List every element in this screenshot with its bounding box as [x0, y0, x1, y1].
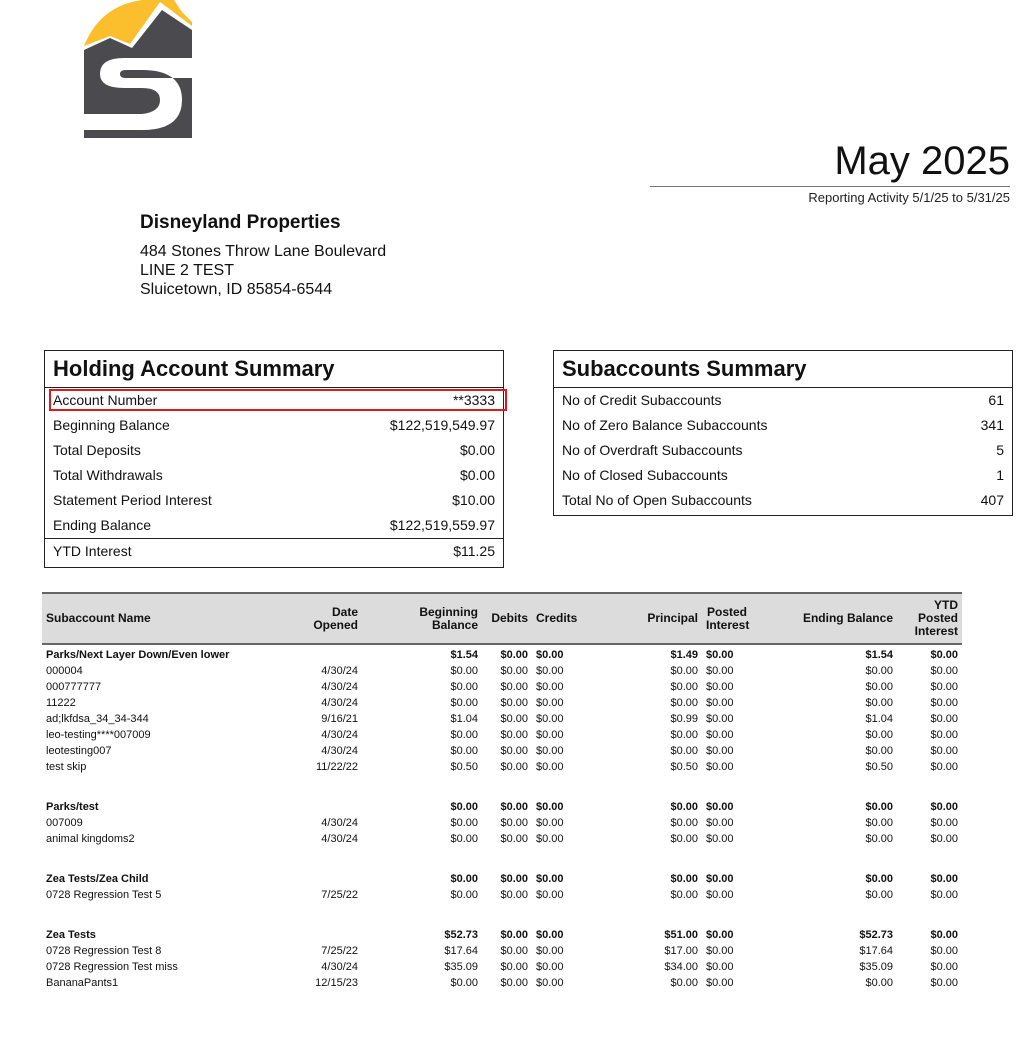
cell-credits: $0.00	[536, 977, 564, 989]
row-value: $122,519,549.97	[389, 417, 495, 433]
row-value: $0.00	[459, 442, 495, 458]
group-total-row	[42, 869, 962, 887]
cell-principal: $17.00	[664, 945, 698, 957]
cell-debits: $0.00	[500, 929, 528, 941]
cell-debits: $0.00	[500, 833, 528, 845]
cell-posted-interest: $0.00	[706, 745, 734, 757]
cell-date-opened: 4/30/24	[321, 665, 358, 677]
cell-credits: $0.00	[536, 889, 564, 901]
cell-credits: $0.00	[536, 761, 564, 773]
group-spacer	[42, 903, 962, 925]
statement-interest-row	[45, 488, 503, 513]
cell-ending-balance: $0.00	[865, 681, 893, 693]
table-row	[42, 815, 962, 831]
cell-principal: $0.00	[670, 817, 698, 829]
subaccounts-summary-title: Subaccounts Summary	[554, 351, 1012, 388]
cell-debits: $0.00	[500, 665, 528, 677]
cell-credits: $0.00	[536, 697, 564, 709]
cell-posted-interest: $0.00	[706, 729, 734, 741]
cell-name: leo-testing****007009	[46, 729, 151, 741]
row-label: Beginning Balance	[53, 417, 170, 433]
cell-ytd-posted-interest: $0.00	[930, 873, 958, 885]
cell-ending-balance: $0.00	[865, 729, 893, 741]
col-principal: Principal	[647, 611, 698, 625]
total-withdrawals-row	[45, 463, 503, 488]
cell-credits: $0.00	[536, 681, 564, 693]
cell-debits: $0.00	[500, 873, 528, 885]
cell-ending-balance: $0.00	[865, 889, 893, 901]
cell-name: 11222	[46, 697, 76, 709]
cell-principal: $0.00	[670, 833, 698, 845]
table-row	[42, 887, 962, 903]
row-value: 407	[980, 492, 1004, 508]
group-spacer	[42, 775, 962, 797]
cell-beginning-balance: $0.50	[450, 761, 478, 773]
subaccount-activity-table	[42, 592, 962, 991]
cell-name: 007009	[46, 817, 83, 829]
cell-beginning-balance: $0.00	[450, 873, 478, 885]
cell-ending-balance: $35.09	[859, 961, 893, 973]
cell-ytd-posted-interest: $0.00	[930, 817, 958, 829]
subaccounts-summary	[553, 350, 1013, 516]
cell-ytd-posted-interest: $0.00	[930, 889, 958, 901]
cell-ytd-posted-interest: $0.00	[930, 761, 958, 773]
cell-beginning-balance: $17.64	[444, 945, 478, 957]
header-divider	[650, 186, 1010, 187]
beginning-balance-row	[45, 413, 503, 438]
cell-credits: $0.00	[536, 833, 564, 845]
table-header-row	[42, 593, 962, 644]
account-number-row	[45, 388, 503, 413]
row-value: $0.00	[459, 467, 495, 483]
cell-debits: $0.00	[500, 713, 528, 725]
cell-credits: $0.00	[536, 713, 564, 725]
cell-credits: $0.00	[536, 929, 564, 941]
cell-ending-balance: $52.73	[859, 929, 893, 941]
cell-principal: $1.49	[670, 649, 698, 661]
cell-beginning-balance: $0.00	[450, 697, 478, 709]
cell-beginning-balance: $1.04	[450, 713, 478, 725]
cell-name: 0728 Regression Test 8	[46, 945, 162, 957]
cell-debits: $0.00	[500, 977, 528, 989]
row-label: Total Deposits	[53, 442, 141, 458]
cell-debits: $0.00	[500, 817, 528, 829]
cell-beginning-balance: $0.00	[450, 665, 478, 677]
cell-posted-interest: $0.00	[706, 929, 734, 941]
cell-beginning-balance: $0.00	[450, 833, 478, 845]
col-debits: Debits	[491, 611, 528, 625]
cell-ending-balance: $0.00	[865, 665, 893, 677]
cell-date-opened	[292, 925, 362, 943]
cell-posted-interest: $0.00	[706, 817, 734, 829]
cell-name: Zea Tests/Zea Child	[46, 873, 149, 885]
cell-credits: $0.00	[536, 817, 564, 829]
address-line-3: Sluicetown, ID 85854-6544	[140, 281, 333, 298]
company-address-block	[140, 210, 386, 299]
table-row	[42, 743, 962, 759]
cell-ytd-posted-interest: $0.00	[930, 713, 958, 725]
cell-beginning-balance: $0.00	[450, 801, 478, 813]
cell-principal: $0.99	[670, 713, 698, 725]
cell-debits: $0.00	[500, 697, 528, 709]
cell-name: 000777777	[46, 681, 102, 693]
row-label: No of Closed Subaccounts	[562, 467, 728, 483]
cell-credits: $0.00	[536, 945, 564, 957]
cell-name: 000004	[46, 665, 83, 677]
cell-beginning-balance: $52.73	[444, 929, 478, 941]
cell-debits: $0.00	[500, 889, 528, 901]
cell-ytd-posted-interest: $0.00	[930, 945, 958, 957]
row-value: 5	[996, 442, 1004, 458]
cell-debits: $0.00	[500, 649, 528, 661]
cell-principal: $0.00	[670, 801, 698, 813]
cell-posted-interest: $0.00	[706, 889, 734, 901]
cell-principal: $0.00	[670, 745, 698, 757]
cell-ytd-posted-interest: $0.00	[930, 697, 958, 709]
open-subaccounts-row	[554, 488, 1012, 513]
cell-posted-interest: $0.00	[706, 665, 734, 677]
cell-date-opened: 4/30/24	[321, 817, 358, 829]
cell-posted-interest: $0.00	[706, 945, 734, 957]
cell-principal: $0.50	[670, 761, 698, 773]
cell-debits: $0.00	[500, 801, 528, 813]
cell-posted-interest: $0.00	[706, 713, 734, 725]
cell-debits: $0.00	[500, 681, 528, 693]
cell-posted-interest: $0.00	[706, 977, 734, 989]
cell-ytd-posted-interest: $0.00	[930, 745, 958, 757]
cell-posted-interest: $0.00	[706, 873, 734, 885]
cell-principal: $0.00	[670, 697, 698, 709]
cell-name: Parks/Next Layer Down/Even lower	[46, 649, 230, 661]
cell-date-opened: 4/30/24	[321, 833, 358, 845]
table-row	[42, 711, 962, 727]
cell-date-opened: 4/30/24	[321, 961, 358, 973]
row-label: No of Credit Subaccounts	[562, 392, 722, 408]
cell-date-opened	[292, 797, 362, 815]
cell-ending-balance: $17.64	[859, 945, 893, 957]
cell-date-opened	[292, 869, 362, 887]
table-row	[42, 695, 962, 711]
cell-ytd-posted-interest: $0.00	[930, 681, 958, 693]
credit-subaccounts-row	[554, 388, 1012, 413]
cell-beginning-balance: $0.00	[450, 889, 478, 901]
cell-principal: $0.00	[670, 729, 698, 741]
row-label: YTD Interest	[53, 543, 132, 559]
cell-date-opened: 12/15/23	[315, 977, 358, 989]
col-subaccount-name: Subaccount Name	[46, 611, 151, 625]
cell-principal: $34.00	[664, 961, 698, 973]
cell-ending-balance: $0.00	[865, 833, 893, 845]
holding-summary-title: Holding Account Summary	[45, 351, 503, 388]
cell-ending-balance: $1.04	[865, 713, 893, 725]
cell-principal: $0.00	[670, 665, 698, 677]
cell-ending-balance: $0.00	[865, 697, 893, 709]
cell-ytd-posted-interest: $0.00	[930, 801, 958, 813]
cell-principal: $0.00	[670, 681, 698, 693]
row-value: 341	[980, 417, 1004, 433]
cell-date-opened	[292, 644, 362, 663]
cell-principal: $0.00	[670, 873, 698, 885]
group-total-row	[42, 925, 962, 943]
total-deposits-row	[45, 438, 503, 463]
cell-name: BananaPants1	[46, 977, 119, 989]
cell-ytd-posted-interest: $0.00	[930, 929, 958, 941]
cell-name: 0728 Regression Test miss	[46, 961, 178, 973]
row-label: Account Number	[53, 392, 158, 408]
table-row	[42, 975, 962, 991]
cell-debits: $0.00	[500, 961, 528, 973]
col-credits: Credits	[536, 611, 578, 625]
row-label: No of Zero Balance Subaccounts	[562, 417, 768, 433]
table-row	[42, 679, 962, 695]
cell-posted-interest: $0.00	[706, 801, 734, 813]
holding-account-summary	[44, 350, 504, 568]
cell-debits: $0.00	[500, 945, 528, 957]
cell-credits: $0.00	[536, 649, 564, 661]
cell-ytd-posted-interest: $0.00	[930, 665, 958, 677]
col-ending-balance: Ending Balance	[802, 611, 893, 625]
cell-credits: $0.00	[536, 745, 564, 757]
row-value: **3333	[452, 392, 495, 408]
cell-beginning-balance: $0.00	[450, 745, 478, 757]
overdraft-subaccounts-row	[554, 438, 1012, 463]
cell-credits: $0.00	[536, 873, 564, 885]
cell-date-opened: 4/30/24	[321, 729, 358, 741]
closed-subaccounts-row	[554, 463, 1012, 488]
cell-ytd-posted-interest: $0.00	[930, 977, 958, 989]
cell-date-opened: 7/25/22	[321, 945, 358, 957]
cell-posted-interest: $0.00	[706, 649, 734, 661]
cell-ytd-posted-interest: $0.00	[930, 649, 958, 661]
cell-beginning-balance: $0.00	[450, 681, 478, 693]
cell-credits: $0.00	[536, 729, 564, 741]
cell-principal: $51.00	[664, 929, 698, 941]
address-line-2: LINE 2 TEST	[140, 262, 234, 279]
cell-name: 0728 Regression Test 5	[46, 889, 162, 901]
row-label: No of Overdraft Subaccounts	[562, 442, 743, 458]
table-row	[42, 943, 962, 959]
row-value: $11.25	[453, 543, 495, 559]
cell-date-opened: 11/22/22	[315, 761, 358, 773]
cell-ytd-posted-interest: $0.00	[930, 961, 958, 973]
row-label: Statement Period Interest	[53, 492, 212, 508]
reporting-activity: Reporting Activity 5/1/25 to 5/31/25	[808, 190, 1010, 205]
cell-beginning-balance: $35.09	[444, 961, 478, 973]
cell-ending-balance: $0.00	[865, 873, 893, 885]
cell-date-opened: 9/16/21	[321, 713, 358, 725]
group-total-row	[42, 797, 962, 815]
cell-posted-interest: $0.00	[706, 833, 734, 845]
cell-ending-balance: $1.54	[865, 649, 893, 661]
company-name: Disneyland Properties	[140, 212, 341, 233]
cell-principal: $0.00	[670, 977, 698, 989]
cell-date-opened: 4/30/24	[321, 697, 358, 709]
row-label: Total No of Open Subaccounts	[562, 492, 752, 508]
table-row	[42, 959, 962, 975]
ytd-interest-row	[45, 538, 503, 564]
cell-date-opened: 4/30/24	[321, 745, 358, 757]
row-value: 1	[996, 467, 1004, 483]
group-total-row	[42, 644, 962, 663]
col-beginning-balance: Beginning Balance	[419, 604, 478, 632]
cell-posted-interest: $0.00	[706, 697, 734, 709]
cell-beginning-balance: $0.00	[450, 977, 478, 989]
cell-ending-balance: $0.00	[865, 801, 893, 813]
cell-beginning-balance: $0.00	[450, 729, 478, 741]
company-logo	[80, 0, 192, 140]
table-row	[42, 759, 962, 775]
cell-name: Parks/test	[46, 801, 99, 813]
zero-balance-subaccounts-row	[554, 413, 1012, 438]
cell-ending-balance: $0.50	[865, 761, 893, 773]
cell-name: Zea Tests	[46, 929, 96, 941]
cell-debits: $0.00	[500, 729, 528, 741]
row-value: 61	[988, 392, 1004, 408]
cell-posted-interest: $0.00	[706, 761, 734, 773]
cell-beginning-balance: $0.00	[450, 817, 478, 829]
row-value: $122,519,559.97	[389, 517, 495, 533]
cell-ending-balance: $0.00	[865, 745, 893, 757]
cell-credits: $0.00	[536, 961, 564, 973]
cell-beginning-balance: $1.54	[450, 649, 478, 661]
ending-balance-row	[45, 513, 503, 538]
col-ytd-posted-interest: YTD Posted Interest	[914, 598, 958, 638]
cell-debits: $0.00	[500, 761, 528, 773]
cell-name: ad;lkfdsa_34_34-344	[46, 713, 149, 725]
cell-name: test skip	[46, 761, 87, 773]
cell-ending-balance: $0.00	[865, 977, 893, 989]
col-date-opened: Date Opened	[313, 604, 358, 632]
row-value: $10.00	[452, 492, 495, 508]
cell-posted-interest: $0.00	[706, 961, 734, 973]
statement-period: May 2025	[834, 139, 1010, 183]
cell-date-opened: 7/25/22	[321, 889, 358, 901]
cell-ytd-posted-interest: $0.00	[930, 729, 958, 741]
cell-ending-balance: $0.00	[865, 817, 893, 829]
cell-posted-interest: $0.00	[706, 681, 734, 693]
cell-ytd-posted-interest: $0.00	[930, 833, 958, 845]
group-spacer	[42, 847, 962, 869]
row-label: Total Withdrawals	[53, 467, 163, 483]
cell-credits: $0.00	[536, 801, 564, 813]
col-posted-interest: Posted Interest	[706, 604, 750, 632]
table-row	[42, 727, 962, 743]
table-row	[42, 831, 962, 847]
address-line-1: 484 Stones Throw Lane Boulevard	[140, 243, 387, 260]
cell-debits: $0.00	[500, 745, 528, 757]
row-label: Ending Balance	[53, 517, 152, 533]
cell-credits: $0.00	[536, 665, 564, 677]
table-row	[42, 663, 962, 679]
cell-date-opened: 4/30/24	[321, 681, 358, 693]
cell-principal: $0.00	[670, 889, 698, 901]
table-body	[42, 644, 962, 991]
cell-name: leotesting007	[46, 745, 112, 757]
cell-name: animal kingdoms2	[46, 833, 135, 845]
